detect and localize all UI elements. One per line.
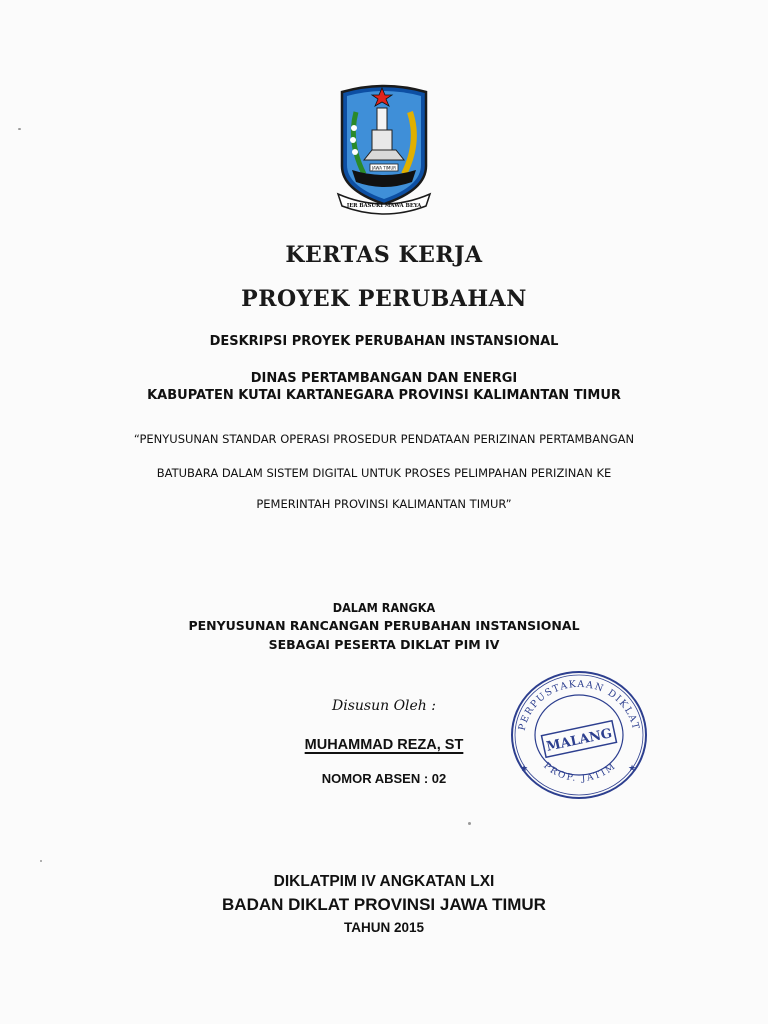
scan-speck bbox=[40, 860, 42, 862]
context-line: DALAM RANGKA bbox=[332, 600, 436, 615]
svg-text:JER BASUKI MAWA BEYA: JER BASUKI MAWA BEYA bbox=[346, 203, 422, 209]
project-title-line: PEMERINTAH PROVINSI KALIMANTAN TIMUR” bbox=[256, 497, 512, 511]
project-title-line: “PENYUSUNAN STANDAR OPERASI PROSEDUR PENDATAAN PERIZINAN PERTAMBANGAN bbox=[133, 432, 635, 446]
attendance-number: NOMOR ABSEN : 02 bbox=[321, 771, 447, 786]
footer-line-2: BADAN DIKLAT PROVINSI JAWA TIMUR bbox=[222, 895, 546, 914]
context-line: PENYUSUNAN RANCANGAN PERUBAHAN INSTANSIONAL bbox=[188, 618, 580, 633]
svg-text:★: ★ bbox=[520, 764, 529, 774]
project-title-line: BATUBARA DALAM SISTEM DIGITAL UNTUK PROSES PELIMPAHAN PERIZINAN KE bbox=[156, 466, 612, 480]
subtitle: DESKRIPSI PROYEK PERUBAHAN INSTANSIONAL bbox=[209, 334, 559, 349]
author-name bbox=[0, 737, 768, 753]
context-line: SEBAGAI PESERTA DIKLAT PIM IV bbox=[268, 637, 500, 652]
author-name-text: MUHAMMAD REZA, ST bbox=[304, 737, 464, 753]
title-line-2: PROYEK PERUBAHAN bbox=[241, 286, 527, 312]
title-line-1: KERTAS KERJA bbox=[285, 242, 483, 268]
svg-text:PROP. JATIM: PROP. JATIM bbox=[541, 760, 619, 785]
scan-speck bbox=[468, 822, 471, 825]
scan-speck bbox=[18, 128, 21, 130]
svg-text:★: ★ bbox=[628, 764, 637, 774]
east-java-coat-of-arms-icon bbox=[334, 82, 434, 220]
svg-text:JAWA TIMUR: JAWA TIMUR bbox=[371, 165, 397, 171]
svg-text:MALANG: MALANG bbox=[545, 726, 614, 755]
library-stamp-icon bbox=[508, 667, 650, 803]
prepared-by-label: Disusun Oleh : bbox=[332, 698, 436, 714]
svg-text:PERPUSTAKAAN DIKLAT: PERPUSTAKAAN DIKLAT bbox=[516, 678, 642, 732]
footer-line-3: TAHUN 2015 bbox=[343, 920, 425, 935]
footer-line-1: DIKLATPIM IV ANGKATAN LXI bbox=[273, 873, 495, 890]
agency-line-2: KABUPATEN KUTAI KARTANEGARA PROVINSI KALIMANTAN TIMUR bbox=[147, 388, 621, 403]
agency-line-1: DINAS PERTAMBANGAN DAN ENERGI bbox=[250, 371, 518, 386]
